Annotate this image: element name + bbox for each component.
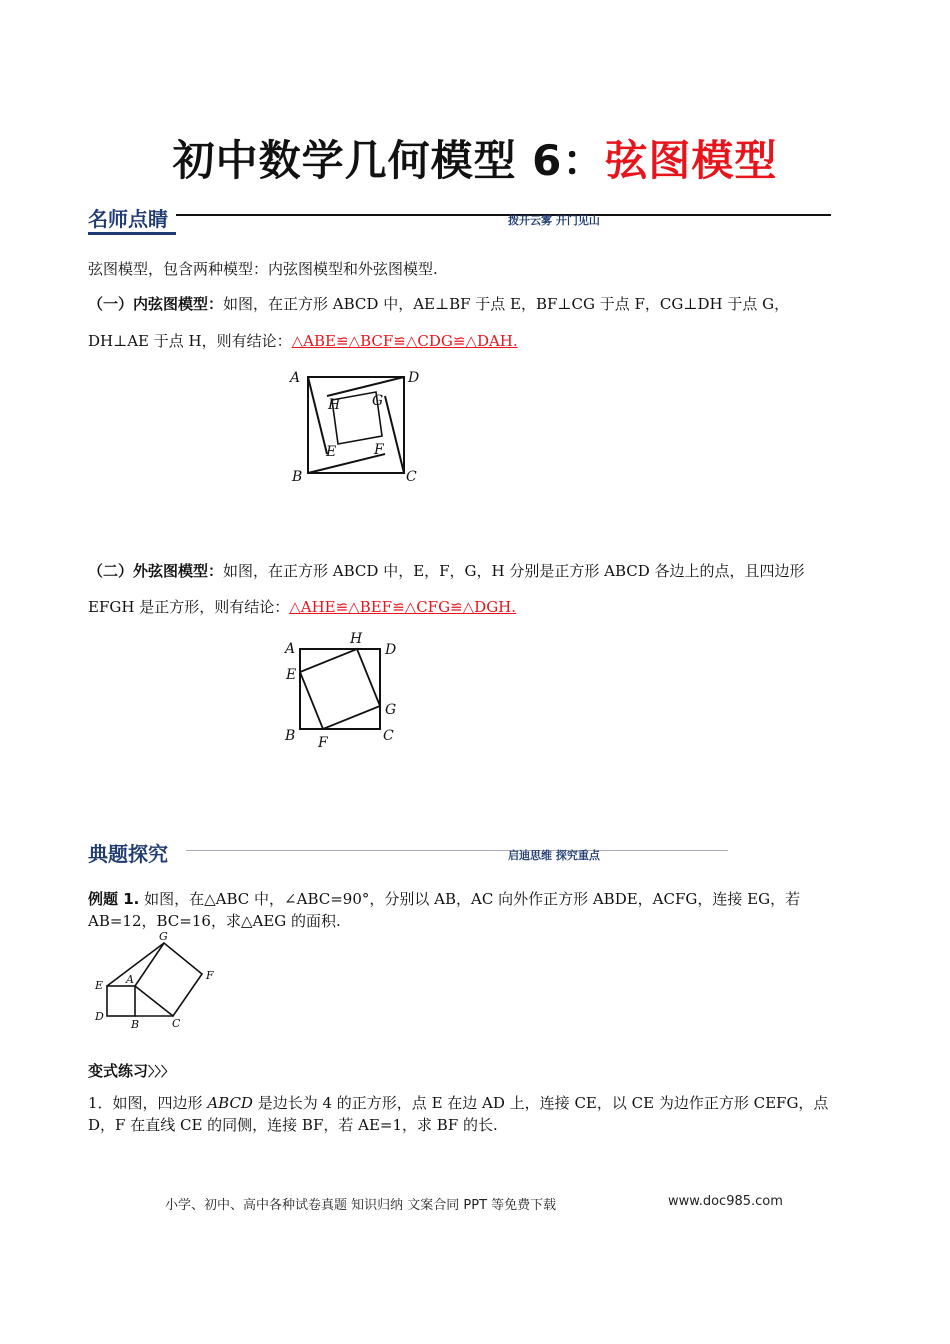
section-heading-underline-1 xyxy=(88,232,176,235)
label-a: A xyxy=(285,641,296,657)
label-d: D xyxy=(408,370,420,386)
label-c: C xyxy=(383,728,394,744)
segment-cg xyxy=(385,396,404,473)
label-g: G xyxy=(385,702,397,718)
practice-q1-line1 xyxy=(88,1092,828,1114)
model2-label: （二）外弦图模型： xyxy=(88,562,224,580)
footer-text: 小学、初中、高中各种试卷真题 知识归纳 文案合同 PPT 等免费下载 xyxy=(165,1198,557,1213)
square-abcd xyxy=(300,649,380,729)
title-main: 初中数学几何模型 6： xyxy=(172,136,606,185)
model1-text2: DH⊥AE 于点 H，则有结论： xyxy=(88,332,292,350)
practice-q1-line2: D，F 在直线 CE 的同侧，连接 BF，若 AE=1，求 BF 的长. xyxy=(88,1116,498,1134)
label-e: E xyxy=(286,667,297,683)
label-e: E xyxy=(95,979,104,992)
label-a: A xyxy=(126,973,134,986)
q1-pre: 1．如图，四边形 xyxy=(88,1094,208,1112)
section-subtitle-2: 启迪思维 探究重点 xyxy=(508,849,600,862)
label-b: B xyxy=(285,728,296,744)
segment-eg xyxy=(107,943,164,986)
square-acfg xyxy=(135,943,202,1016)
practice-arrows: 〉〉〉 xyxy=(148,1065,175,1080)
label-d: D xyxy=(385,642,397,658)
page-title xyxy=(0,128,950,188)
footer-url[interactable]: www.doc985.com xyxy=(668,1194,783,1209)
inner-chord-figure xyxy=(286,363,421,485)
model1-line1 xyxy=(88,293,789,315)
section-divider-1 xyxy=(176,214,831,216)
example1-text1: 如图，在△ABC 中，∠ABC=90°，分别以 AB，AC 向外作正方形 ABDE，ACFG，连接 EG，若 xyxy=(139,890,801,908)
square-abcd xyxy=(308,377,404,473)
model2-text2: EFGH 是正方形，则有结论： xyxy=(88,598,290,616)
title-highlight: 弦图模型 xyxy=(605,136,778,185)
label-b: B xyxy=(292,469,303,485)
label-b: B xyxy=(131,1018,140,1031)
section-heading-1: 名师点睛 xyxy=(88,207,168,231)
example1-label: 例题 1. xyxy=(88,890,140,908)
label-c: C xyxy=(172,1017,181,1030)
label-e: E xyxy=(326,444,337,460)
segment-ae xyxy=(308,377,327,454)
model2-conclusion: △AHE≌△BEF≌△CFG≌△DGH. xyxy=(289,598,517,616)
practice-heading-row xyxy=(88,1060,174,1084)
square-efgh xyxy=(300,649,380,729)
label-a: A xyxy=(290,370,301,386)
label-d: D xyxy=(95,1010,104,1023)
model2-line2 xyxy=(88,596,516,618)
label-h: H xyxy=(328,397,341,413)
section-subtitle-1: 拨开云雾 开门见山 xyxy=(508,214,600,227)
q1-post: 是边长为 4 的正方形，点 E 在边 AD 上，连接 CE，以 CE 为边作正方形 CEFG，点 xyxy=(252,1094,829,1112)
example1-line2: AB=12，BC=16，求△AEG 的面积. xyxy=(88,912,341,930)
model1-text1: 如图，在正方形 ABCD 中，AE⊥BF 于点 E，BF⊥CG 于点 F，CG⊥DH 于点 G， xyxy=(223,295,790,313)
label-g: G xyxy=(159,930,168,943)
label-g: G xyxy=(372,393,384,409)
outer-chord-figure xyxy=(282,627,404,749)
model1-label: （一）内弦图模型： xyxy=(88,295,224,313)
intro-text: 弦图模型，包含两种模型：内弦图模型和外弦图模型. xyxy=(88,260,438,278)
square-abde xyxy=(107,986,135,1016)
example1-figure xyxy=(88,930,228,1032)
model2-text1: 如图，在正方形 ABCD 中，E，F，G，H 分别是正方形 ABCD 各边上的点，且四边形 xyxy=(223,562,805,580)
practice-heading: 变式练习 xyxy=(88,1062,149,1080)
label-f: F xyxy=(374,442,384,458)
model1-line2 xyxy=(88,330,518,352)
example1-line1 xyxy=(88,888,800,910)
label-c: C xyxy=(406,469,417,485)
section-divider-2 xyxy=(186,850,728,851)
label-h: H xyxy=(350,631,363,647)
model1-conclusion: △ABE≌△BCF≌△CDG≌△DAH. xyxy=(291,332,518,350)
section-heading-2: 典题探究 xyxy=(88,842,168,866)
label-f: F xyxy=(206,969,214,982)
model2-line1 xyxy=(88,560,805,582)
q1-abcd: ABCD xyxy=(207,1094,253,1112)
label-f: F xyxy=(318,735,328,749)
